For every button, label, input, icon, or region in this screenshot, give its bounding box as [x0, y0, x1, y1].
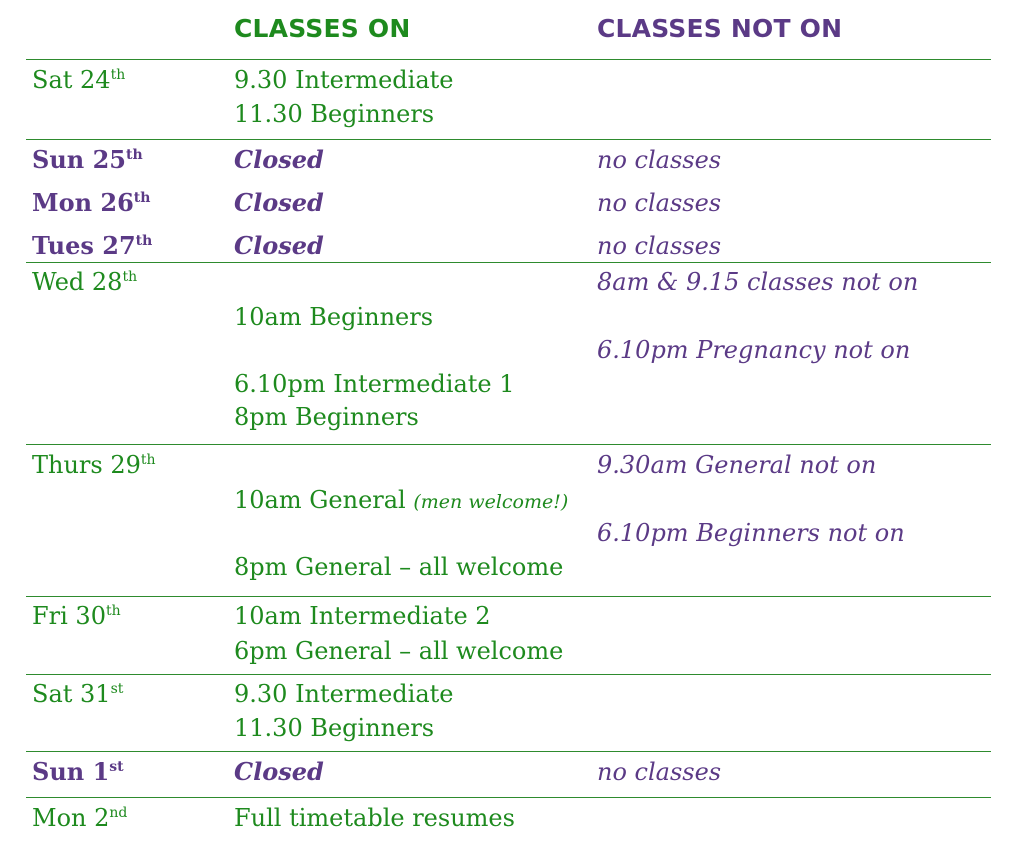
class-on: 6pm General – all welcome: [234, 637, 564, 665]
day-label: Sun 25th: [32, 145, 143, 174]
class-on-closed: Closed: [234, 757, 324, 786]
day-label: Thurs 29th: [32, 451, 156, 479]
class-off: no classes: [597, 232, 722, 260]
day-label: Mon 2nd: [32, 804, 128, 832]
day-label: Mon 26th: [32, 188, 151, 217]
header-classes-not-on: CLASSES NOT ON: [597, 14, 843, 43]
class-off: 9.30am General not on: [597, 451, 877, 479]
class-on: 9.30 Intermediate: [234, 680, 454, 708]
class-on: 10am Intermediate 2: [234, 602, 491, 630]
class-on: 8pm General – all welcome: [234, 553, 564, 581]
class-on: 6.10pm Intermediate 1: [234, 370, 515, 398]
class-on: 10am Beginners: [234, 303, 434, 331]
divider: [26, 797, 991, 798]
class-on: 8pm Beginners: [234, 403, 419, 431]
divider: [26, 262, 991, 263]
day-label: Sat 24th: [32, 66, 126, 94]
class-off: 6.10pm Pregnancy not on: [597, 336, 911, 364]
class-on: 10am General (men welcome!): [234, 486, 569, 514]
day-label: Fri 30th: [32, 602, 121, 630]
class-off: no classes: [597, 189, 722, 217]
divider: [26, 751, 991, 752]
day-label: Sun 1st: [32, 757, 124, 786]
class-on-closed: Closed: [234, 145, 324, 174]
divider: [26, 139, 991, 140]
class-on-closed: Closed: [234, 231, 324, 260]
divider: [26, 444, 991, 445]
header-classes-on: CLASSES ON: [234, 14, 411, 43]
class-off: no classes: [597, 758, 722, 786]
day-label: Wed 28th: [32, 268, 138, 296]
class-off: 6.10pm Beginners not on: [597, 519, 905, 547]
day-label: Tues 27th: [32, 231, 153, 260]
divider: [26, 596, 991, 597]
divider: [26, 59, 991, 60]
class-off: no classes: [597, 146, 722, 174]
class-on: 9.30 Intermediate: [234, 66, 454, 94]
divider: [26, 674, 991, 675]
day-label: Sat 31st: [32, 680, 124, 708]
class-note: (men welcome!): [413, 491, 569, 513]
class-on-closed: Closed: [234, 188, 324, 217]
class-off: 8am & 9.15 classes not on: [597, 268, 919, 296]
class-on: 11.30 Beginners: [234, 714, 435, 742]
class-on: Full timetable resumes: [234, 804, 515, 832]
class-on: 11.30 Beginners: [234, 100, 435, 128]
